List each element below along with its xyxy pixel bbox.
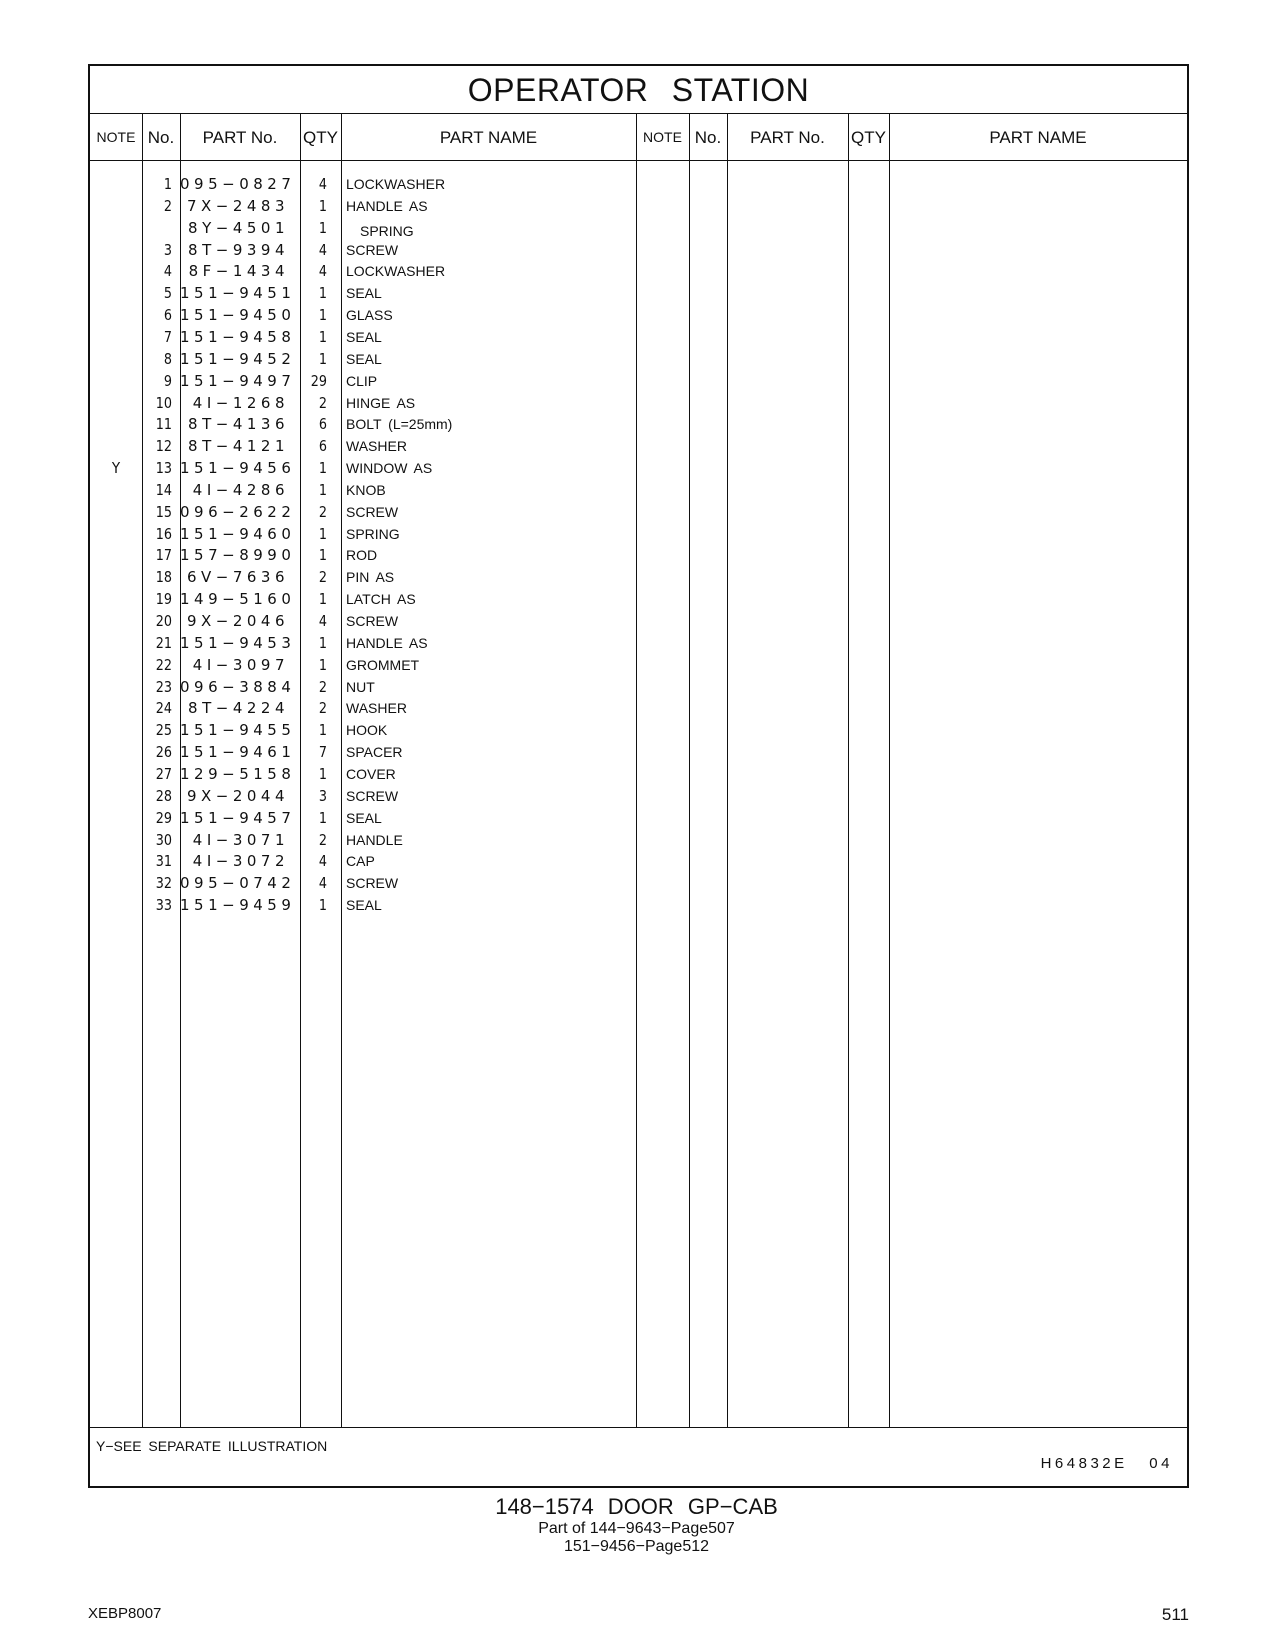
row-part-number: 8T−4121 [188, 437, 289, 456]
row-part-number: 8T−9394 [188, 240, 289, 259]
row-part-number: 4I−4286 [192, 480, 289, 499]
row-part-name: SPACER [346, 744, 403, 761]
table-row [90, 588, 1187, 611]
row-part-number: 151−9452 [180, 349, 296, 368]
row-part-name: SCREW [346, 503, 399, 520]
row-part-name: HINGE AS [346, 394, 416, 411]
row-item-number: 4 [163, 262, 172, 281]
row-part-number: 151−9497 [180, 371, 296, 390]
row-part-name: CLIP [346, 372, 378, 389]
row-part-name: SCREW [346, 875, 399, 892]
row-quantity: 6 [318, 437, 327, 456]
row-item-number: 30 [155, 830, 172, 849]
row-quantity: 1 [318, 546, 327, 565]
row-part-number: 151−9461 [180, 743, 296, 762]
table-row [90, 304, 1187, 327]
row-part-number: 151−9457 [180, 808, 296, 827]
header-no: No. [147, 128, 175, 147]
row-part-number: 129−5158 [180, 764, 296, 783]
row-part-number: 151−9459 [180, 896, 296, 915]
row-part-number: 7X−2483 [186, 196, 289, 215]
row-part-name: HANDLE AS [346, 197, 428, 214]
row-part-number: 151−9460 [180, 524, 296, 543]
table-row [90, 523, 1187, 546]
row-quantity: 1 [318, 808, 327, 827]
row-part-name: LOCKWASHER [346, 176, 446, 192]
header-qty-right: QTY [851, 128, 886, 147]
row-part-name: HOOK [346, 722, 388, 739]
row-item-number: 25 [155, 721, 172, 740]
row-quantity: 4 [318, 262, 327, 281]
row-item-number: 10 [155, 393, 172, 412]
row-part-number: 151−9451 [180, 284, 296, 303]
row-item-number: 21 [155, 633, 172, 652]
table-row [90, 697, 1187, 720]
row-item-number: 33 [155, 896, 172, 915]
caption-reference: 151−9456−Page512 [563, 1538, 710, 1555]
row-item-number: 13 [155, 459, 172, 478]
row-part-name: COVER [346, 765, 396, 782]
row-quantity: 2 [318, 677, 327, 696]
row-quantity: 2 [318, 393, 327, 412]
row-part-name: NUT [346, 678, 375, 695]
row-quantity: 1 [318, 633, 327, 652]
row-item-number: 18 [155, 568, 172, 587]
header-note: NOTE [96, 129, 136, 145]
row-part-number: 151−9458 [180, 327, 296, 346]
table-row [90, 676, 1187, 699]
row-quantity: 7 [318, 743, 327, 762]
row-part-name: WASHER [346, 438, 407, 455]
row-quantity: 3 [318, 786, 327, 805]
row-quantity: 1 [318, 284, 327, 303]
table-row [90, 829, 1187, 852]
row-part-name: GLASS [346, 307, 393, 324]
row-item-number: 19 [155, 590, 172, 609]
table-row [90, 632, 1187, 655]
header-part-name: PART NAME [439, 128, 538, 147]
row-part-number: 096−3884 [180, 677, 296, 696]
row-item-number: 14 [155, 480, 172, 499]
table-row [90, 850, 1187, 873]
table-row [90, 544, 1187, 567]
row-quantity: 2 [318, 568, 327, 587]
row-part-name: BOLT (L=25mm) [346, 416, 453, 433]
table-row [90, 785, 1187, 808]
row-item-number: 23 [155, 677, 172, 696]
row-part-name: SEAL [346, 350, 382, 367]
row-item-number: 1 [163, 175, 172, 193]
row-part-number: 8Y−4501 [188, 218, 289, 237]
row-part-name: WINDOW AS [346, 460, 433, 477]
document-id: XEBP8007 [88, 1605, 162, 1622]
row-part-name: SPRING [360, 222, 414, 239]
row-item-number: 2 [163, 196, 172, 215]
row-quantity: 1 [318, 896, 327, 915]
row-item-number: 32 [155, 874, 172, 893]
row-item-number: 6 [163, 306, 172, 325]
row-quantity: 2 [318, 830, 327, 849]
row-item-number: 16 [155, 524, 172, 543]
row-quantity: 2 [318, 699, 327, 718]
row-item-number: 3 [163, 240, 172, 259]
row-item-number: 11 [155, 415, 172, 434]
row-quantity: 4 [318, 874, 327, 893]
row-item-number: 7 [163, 327, 172, 346]
header-note-right: NOTE [643, 129, 682, 145]
row-part-number: 151−9456 [180, 459, 296, 478]
row-quantity: 4 [318, 240, 327, 259]
row-item-number: 22 [155, 655, 172, 674]
page-title: OPERATOR STATION [90, 66, 1187, 114]
row-item-number: 5 [163, 284, 172, 303]
table-row [90, 479, 1187, 502]
row-part-number: 8F−1434 [188, 262, 289, 281]
row-quantity: 6 [318, 415, 327, 434]
row-part-name: KNOB [346, 481, 386, 498]
row-note: Y [111, 459, 121, 478]
row-quantity: 1 [318, 306, 327, 325]
table-row [90, 348, 1187, 371]
row-quantity: 1 [318, 218, 327, 237]
table-row [90, 872, 1187, 895]
page-number: 511 [1161, 1605, 1189, 1624]
row-item-number: 20 [155, 612, 172, 630]
row-part-number: 4I−3097 [192, 655, 289, 674]
row-part-number: 4I−3072 [192, 852, 289, 871]
table-row [90, 217, 1187, 240]
table-row [90, 894, 1187, 917]
row-item-number: 29 [155, 808, 172, 827]
row-part-number: 095−0827 [180, 175, 296, 193]
row-quantity: 1 [318, 196, 327, 215]
row-part-number: 9X−2044 [186, 786, 289, 805]
header-no-right: No. [694, 128, 722, 147]
row-quantity: 1 [318, 655, 327, 674]
table-row [90, 326, 1187, 349]
table-row [90, 173, 1187, 196]
row-part-name: SPRING [346, 525, 400, 542]
row-quantity: 1 [318, 327, 327, 346]
row-part-name: SEAL [346, 809, 382, 826]
row-quantity: 1 [318, 349, 327, 368]
row-part-number: 095−0742 [180, 874, 296, 893]
row-quantity: 1 [318, 721, 327, 740]
row-part-name: LOCKWASHER [346, 263, 446, 280]
row-quantity: 1 [318, 524, 327, 543]
footer-divider [90, 1427, 1187, 1428]
row-part-name: SCREW [346, 613, 399, 629]
header-part-name-right: PART NAME [989, 128, 1087, 147]
group-caption: 148−1574 DOOR GP−CAB [495, 1494, 778, 1519]
table-header [90, 114, 1187, 161]
parts-list-frame [88, 64, 1189, 1488]
row-part-name: ROD [346, 547, 378, 564]
header-qty: QTY [303, 128, 338, 147]
row-part-number: 096−2622 [180, 502, 296, 521]
caption-part-of: Part of 144−9643−Page507 [538, 1520, 735, 1537]
table-row [90, 763, 1187, 786]
row-item-number: 24 [155, 699, 172, 718]
row-part-number: 9X−2046 [186, 612, 289, 630]
row-part-name: HANDLE [346, 831, 403, 848]
row-part-number: 6V−7636 [186, 568, 289, 587]
table-row [90, 610, 1187, 633]
row-part-number: 151−9453 [180, 633, 296, 652]
row-part-name: HANDLE AS [346, 634, 428, 651]
row-part-number: 149−5160 [180, 590, 296, 609]
table-row [90, 282, 1187, 305]
table-row [90, 807, 1187, 830]
row-item-number: 12 [155, 437, 172, 456]
row-part-name: SEAL [346, 285, 382, 302]
table-row [90, 457, 1187, 480]
row-item-number: 17 [155, 546, 172, 565]
row-part-name: GROMMET [346, 656, 420, 673]
row-part-name: SCREW [346, 241, 399, 258]
footnote: Y−SEE SEPARATE ILLUSTRATION [96, 1438, 328, 1454]
illustration-code: H64832E 04 [1040, 1455, 1173, 1472]
table-row [90, 195, 1187, 218]
row-part-number: 8T−4224 [188, 699, 289, 718]
row-quantity: 2 [318, 502, 327, 521]
row-item-number: 28 [155, 786, 172, 805]
row-part-name: LATCH AS [346, 591, 416, 608]
table-row [90, 370, 1187, 393]
row-item-number: 31 [155, 852, 172, 871]
table-row [90, 566, 1187, 589]
row-item-number: 8 [163, 349, 172, 368]
table-row [90, 501, 1187, 524]
table-row [90, 260, 1187, 283]
row-quantity: 1 [318, 590, 327, 609]
header-part-no: PART No. [202, 128, 278, 147]
row-part-name: SEAL [346, 897, 382, 914]
row-item-number: 15 [155, 502, 172, 521]
row-part-number: 157−8990 [180, 546, 296, 565]
row-part-name: CAP [346, 853, 375, 870]
row-part-name: WASHER [346, 700, 407, 717]
table-row [90, 719, 1187, 742]
row-quantity: 1 [318, 459, 327, 478]
row-quantity: 29 [310, 371, 327, 390]
table-row [90, 239, 1187, 262]
row-part-name: SEAL [346, 328, 382, 345]
row-part-number: 151−9450 [180, 306, 296, 325]
row-quantity: 4 [318, 852, 327, 871]
row-part-name: SCREW [346, 787, 399, 804]
row-part-number: 4I−1268 [192, 393, 289, 412]
row-item-number: 9 [163, 371, 172, 390]
row-part-number: 4I−3071 [192, 830, 289, 849]
row-quantity: 4 [318, 612, 327, 630]
table-row [90, 741, 1187, 764]
table-row [90, 435, 1187, 458]
row-quantity: 1 [318, 480, 327, 499]
table-row [90, 654, 1187, 677]
row-part-number: 151−9455 [180, 721, 296, 740]
row-item-number: 26 [155, 743, 172, 762]
row-quantity: 4 [318, 175, 327, 193]
row-part-number: 8T−4136 [188, 415, 289, 434]
row-part-name: PIN AS [346, 569, 395, 586]
table-row [90, 392, 1187, 415]
header-part-no-right: PART No. [750, 128, 825, 147]
row-quantity: 1 [318, 764, 327, 783]
table-row [90, 413, 1187, 436]
row-item-number: 27 [155, 764, 172, 783]
